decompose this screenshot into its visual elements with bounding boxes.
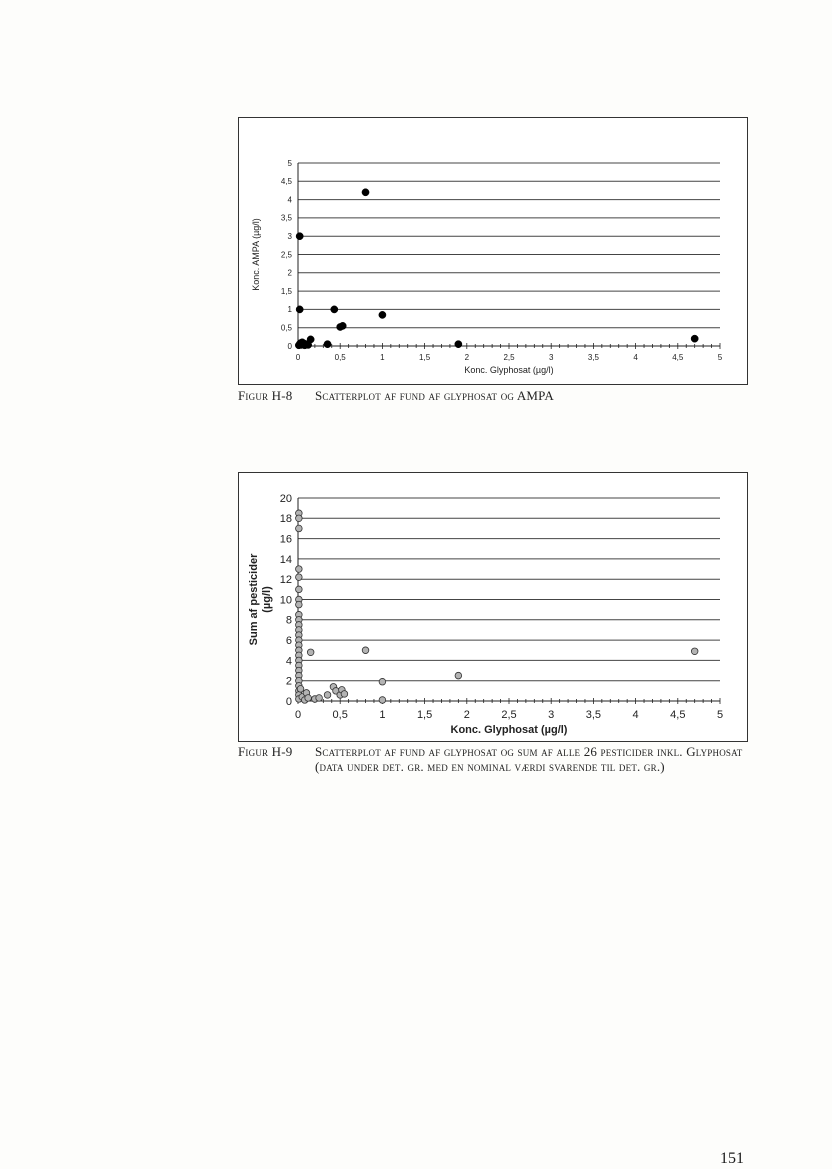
data-point: [455, 341, 462, 348]
data-point: [362, 647, 369, 654]
figure-h8-text: Scatterplot af fund af glyphosat og AMPA: [315, 388, 555, 403]
x-tick-label: 2,5: [503, 353, 515, 362]
data-point: [296, 586, 303, 593]
x-tick-label: 0,5: [332, 709, 348, 721]
y-tick-label: 4: [287, 195, 292, 205]
y-tick-label: 8: [285, 614, 292, 627]
x-axis-label: Konc. Glyphosat (µg/l): [464, 365, 554, 375]
data-point: [307, 336, 314, 343]
x-tick-label: 0: [294, 709, 302, 721]
y-axis-label-line: (µg/l): [261, 586, 273, 613]
x-tick-label: 1: [380, 353, 385, 362]
x-tick-label: 3: [548, 709, 555, 721]
y-tick-label: 2,5: [280, 250, 292, 260]
data-point: [362, 189, 369, 196]
y-tick-label: 10: [279, 594, 292, 607]
x-tick-label: 4: [633, 353, 638, 362]
y-tick-label: 12: [279, 574, 292, 587]
y-axis-label-line: Sum af pesticider: [248, 553, 260, 646]
y-tick-label: 2: [285, 675, 292, 688]
y-tick-label: 6: [285, 634, 292, 647]
data-point: [341, 691, 348, 698]
data-point: [324, 692, 331, 699]
x-tick-label: 3: [548, 353, 554, 362]
data-point: [379, 697, 386, 704]
data-point: [379, 678, 386, 685]
x-tick-label: 0,5: [334, 353, 346, 362]
y-tick-label: 0,5: [280, 323, 292, 333]
data-point: [296, 233, 303, 240]
chart-ampa-vs-glyphosat: [238, 117, 748, 385]
y-tick-label: 1,5: [280, 286, 292, 296]
y-tick-label: 3,5: [280, 213, 292, 223]
chart-sum-vs-glyphosat: [238, 472, 748, 742]
y-tick-label: 2: [287, 268, 292, 278]
y-tick-label: 3: [287, 232, 292, 241]
x-tick-label: 3,5: [585, 709, 602, 721]
y-tick-label: 0: [285, 695, 292, 708]
data-point: [307, 649, 314, 656]
data-point: [296, 515, 303, 522]
x-tick-label: 1,5: [419, 353, 431, 362]
data-point: [305, 695, 312, 702]
data-point: [691, 648, 698, 655]
x-tick-label: 2: [463, 709, 470, 721]
data-point: [296, 574, 303, 581]
data-point: [296, 306, 303, 313]
x-tick-label: 4: [632, 709, 639, 721]
y-tick-label: 1: [287, 305, 292, 315]
data-point: [296, 566, 303, 573]
figure-h9-text: Scatterplot af fund af glyphosat og sum af alle 26 pesticider inkl. Glyphosat (data under det. gr. med en nominal værdi svarende til det. gr.): [315, 744, 743, 774]
data-point: [691, 335, 698, 342]
page-number: 151: [720, 1150, 744, 1167]
figure-h9-caption: [238, 744, 758, 794]
y-tick-label: 4,5: [280, 177, 292, 187]
y-tick-label: 4: [285, 655, 292, 668]
y-tick-label: 20: [279, 492, 292, 505]
x-tick-label: 5: [717, 353, 723, 362]
data-point: [455, 672, 462, 679]
x-tick-label: 3,5: [587, 353, 599, 362]
x-tick-label: 0: [295, 353, 301, 362]
data-point: [297, 686, 304, 693]
y-tick-label: 18: [279, 513, 292, 526]
x-axis-label: Konc. Glyphosat (µg/l): [450, 724, 568, 736]
data-point: [324, 341, 331, 348]
y-tick-label: 5: [287, 158, 292, 168]
data-point: [316, 695, 323, 702]
data-point: [339, 322, 346, 329]
x-tick-label: 4,5: [672, 353, 684, 362]
x-tick-label: 2,5: [501, 709, 517, 721]
figure-h9-label: Figur H-9: [238, 744, 293, 759]
x-tick-label: 4,5: [670, 709, 686, 721]
y-tick-label: 14: [279, 553, 292, 566]
x-tick-label: 2: [464, 353, 470, 362]
y-tick-label: 0: [287, 341, 292, 351]
chart-sum-svg: [239, 473, 749, 743]
chart-ampa-svg: [239, 118, 749, 386]
data-point: [331, 306, 338, 313]
figure-h8-caption: [238, 388, 758, 406]
y-tick-label: 16: [279, 533, 292, 546]
data-point: [379, 311, 386, 318]
x-tick-label: 5: [716, 709, 724, 721]
figure-h8-label: Figur H-8: [238, 388, 293, 403]
x-tick-label: 1,5: [416, 709, 433, 721]
data-point: [296, 601, 303, 608]
x-tick-label: 1: [379, 709, 386, 721]
y-axis-label: Konc. AMPA (µg/l): [251, 218, 261, 291]
data-point: [296, 525, 303, 532]
